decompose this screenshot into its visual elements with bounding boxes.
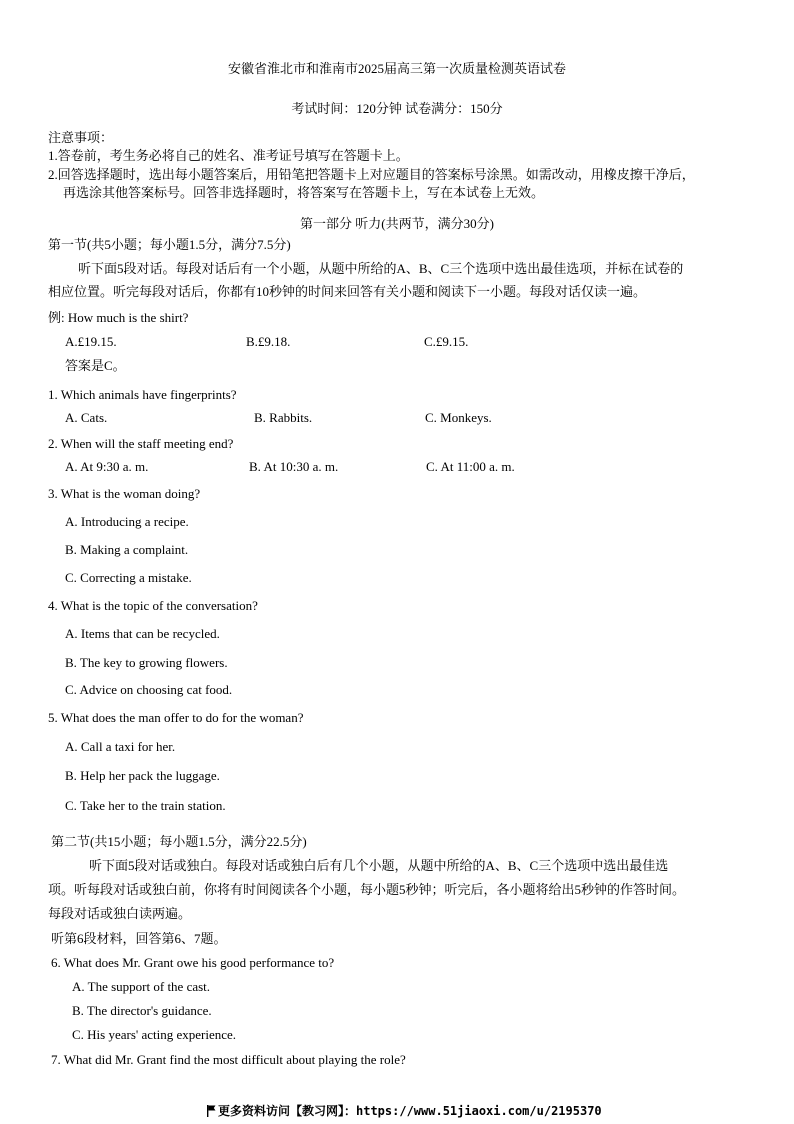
q3-option-b: B. Making a complaint. [65,542,189,557]
exam-meta: 考试时间：120分钟 试卷满分：150分 [291,101,503,116]
example-option-b: B.£9.18. [246,334,291,349]
section2-title: 第二节(共15小题；每小题1.5分，满分22.5分) [51,834,307,849]
q4-option-c: C. Advice on choosing cat food. [65,682,233,697]
q4-option-b: B. The key to growing flowers. [65,655,228,670]
material-6-note: 听第6段材料，回答第6、7题。 [51,931,227,946]
q6-option-c: C. His years' acting experience. [72,1027,237,1042]
q1-option-c: C. Monkeys. [425,410,492,425]
section2-instructions-cont: 项。听每段对话或独白前，你将有时间阅读各个小题，每小题5秒钟；听完后，各小题将给出5秒钟的作答时间。 [48,882,686,897]
q6-option-b: B. The director's guidance. [72,1003,212,1018]
footer-text: 更多资料访问【教习网】：https://www.51jiaoxi.com/u/2195370 [218,1104,602,1118]
example-answer: 答案是C。 [65,358,126,373]
q5-option-b: B. Help her pack the luggage. [65,768,220,783]
example-option-c: C.£9.15. [424,334,469,349]
question-4: 4. What is the topic of the conversation? [48,598,258,613]
notice-item-1: 1.答卷前，考生务必将自己的姓名、准考证号填写在答题卡上。 [48,148,409,163]
question-3: 3. What is the woman doing? [48,486,201,501]
question-7: 7. What did Mr. Grant find the most difficult about playing the role? [51,1052,406,1067]
flag-icon [206,1105,216,1117]
q3-option-c: C. Correcting a mistake. [65,570,192,585]
q5-option-a: A. Call a taxi for her. [65,739,176,754]
q6-option-a: A. The support of the cast. [72,979,211,994]
section2-instructions-cont2: 每段对话或独白读两遍。 [48,906,192,921]
exam-title: 安徽省淮北市和淮南市2025届高三第一次质量检测英语试卷 [227,61,566,76]
notice-heading: 注意事项： [48,130,114,145]
example-question: 例: How much is the shirt? [48,310,189,325]
q2-option-c: C. At 11:00 a. m. [426,459,515,474]
part1-title: 第一部分 听力(共两节，满分30分) [300,216,494,231]
q2-option-a: A. At 9:30 a. m. [65,459,149,474]
notice-item-2: 2.回答选择题时，选出每小题答案后，用铅笔把答题卡上对应题目的答案标号涂黑。如需改动，用橡皮擦干净后， [48,167,695,182]
question-2: 2. When will the staff meeting end? [48,436,234,451]
question-1: 1. Which animals have fingerprints? [48,387,237,402]
q5-option-c: C. Take her to the train station. [65,798,226,813]
q2-option-b: B. At 10:30 a. m. [249,459,339,474]
q3-option-a: A. Introducing a recipe. [65,514,189,529]
notice-item-2-cont: 再选涂其他答案标号。回答非选择题时，将答案写在答题卡上，写在本试卷上无效。 [63,185,545,200]
section1-instructions: 听下面5段对话。每段对话后有一个小题，从题中所给的A、B、C三个选项中选出最佳选项，并标在试卷的 [78,261,684,276]
section1-title: 第一节(共5小题；每小题1.5分，满分7.5分) [48,237,291,252]
footer-link[interactable] [206,1103,602,1119]
section2-instructions: 听下面5段对话或独白。每段对话或独白后有几个小题，从题中所给的A、B、C三个选项中选出最佳选 [89,858,669,873]
q4-option-a: A. Items that can be recycled. [65,626,220,641]
q1-option-a: A. Cats. [65,410,108,425]
q1-option-b: B. Rabbits. [254,410,313,425]
section1-instructions-cont: 相应位置。听完每段对话后，你都有10秒钟的时间来回答有关小题和阅读下一小题。每段对话仅读一遍。 [48,284,647,299]
example-option-a: A.£19.15. [65,334,117,349]
question-6: 6. What does Mr. Grant owe his good performance to? [51,955,335,970]
question-5: 5. What does the man offer to do for the woman? [48,710,304,725]
